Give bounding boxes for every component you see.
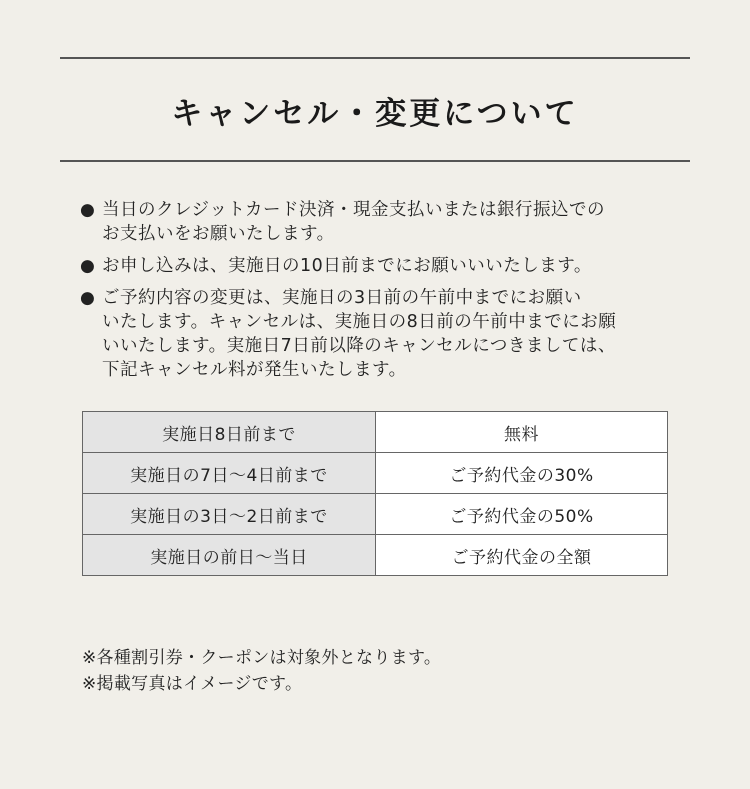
- text-line: お申し込みは、実施日の10日前までにお願いいいたします。: [102, 256, 592, 276]
- text-line: 下記キャンセル料が発生いたします。: [102, 360, 407, 380]
- text-line: いいたします。実施日7日前以降のキャンセルにつきましては、: [102, 336, 616, 356]
- table-row: [83, 453, 668, 494]
- table-row: [83, 494, 668, 535]
- cancellation-fee-table: [82, 411, 668, 576]
- top-divider: [60, 57, 690, 59]
- list-item-text: [102, 254, 680, 278]
- fee-cell: 無料: [376, 412, 668, 453]
- table-row: [83, 412, 668, 453]
- page-title: キャンセル・変更について: [171, 96, 579, 132]
- fee-cell: ご予約代金の全額: [376, 535, 668, 576]
- bullet-marker: ●: [80, 288, 96, 308]
- footnotes: [82, 645, 682, 697]
- text-line: お支払いをお願いたします。: [102, 224, 335, 244]
- text-line: ご予約内容の変更は、実施日の3日前の午前中までにお願い: [102, 288, 582, 308]
- period-cell: 実施日の3日～2日前まで: [83, 494, 376, 535]
- period-cell: 実施日の前日～当日: [83, 535, 376, 576]
- list-item-payment: [80, 198, 680, 246]
- bullet-marker: ●: [80, 256, 96, 276]
- list-item-application: [80, 254, 680, 278]
- fee-cell: ご予約代金の30%: [376, 453, 668, 494]
- table-row: [83, 535, 668, 576]
- text-line: 当日のクレジットカード決済・現金支払いまたは銀行振込での: [102, 200, 606, 220]
- list-item-text: [102, 198, 680, 246]
- title-divider: [60, 160, 690, 162]
- list-item-cancellation: [80, 286, 680, 382]
- footnote-photos: ※掲載写真はイメージです。: [82, 674, 303, 694]
- footnote-coupons: ※各種割引券・クーポンは対象外となります。: [82, 648, 442, 668]
- text-line: いたします。キャンセルは、実施日の8日前の午前中までにお願: [102, 312, 617, 332]
- list-item-text: [102, 286, 680, 382]
- policy-list: [80, 198, 680, 390]
- period-cell: 実施日の7日～4日前まで: [83, 453, 376, 494]
- period-cell: 実施日8日前まで: [83, 412, 376, 453]
- fee-cell: ご予約代金の50%: [376, 494, 668, 535]
- bullet-marker: ●: [80, 200, 96, 220]
